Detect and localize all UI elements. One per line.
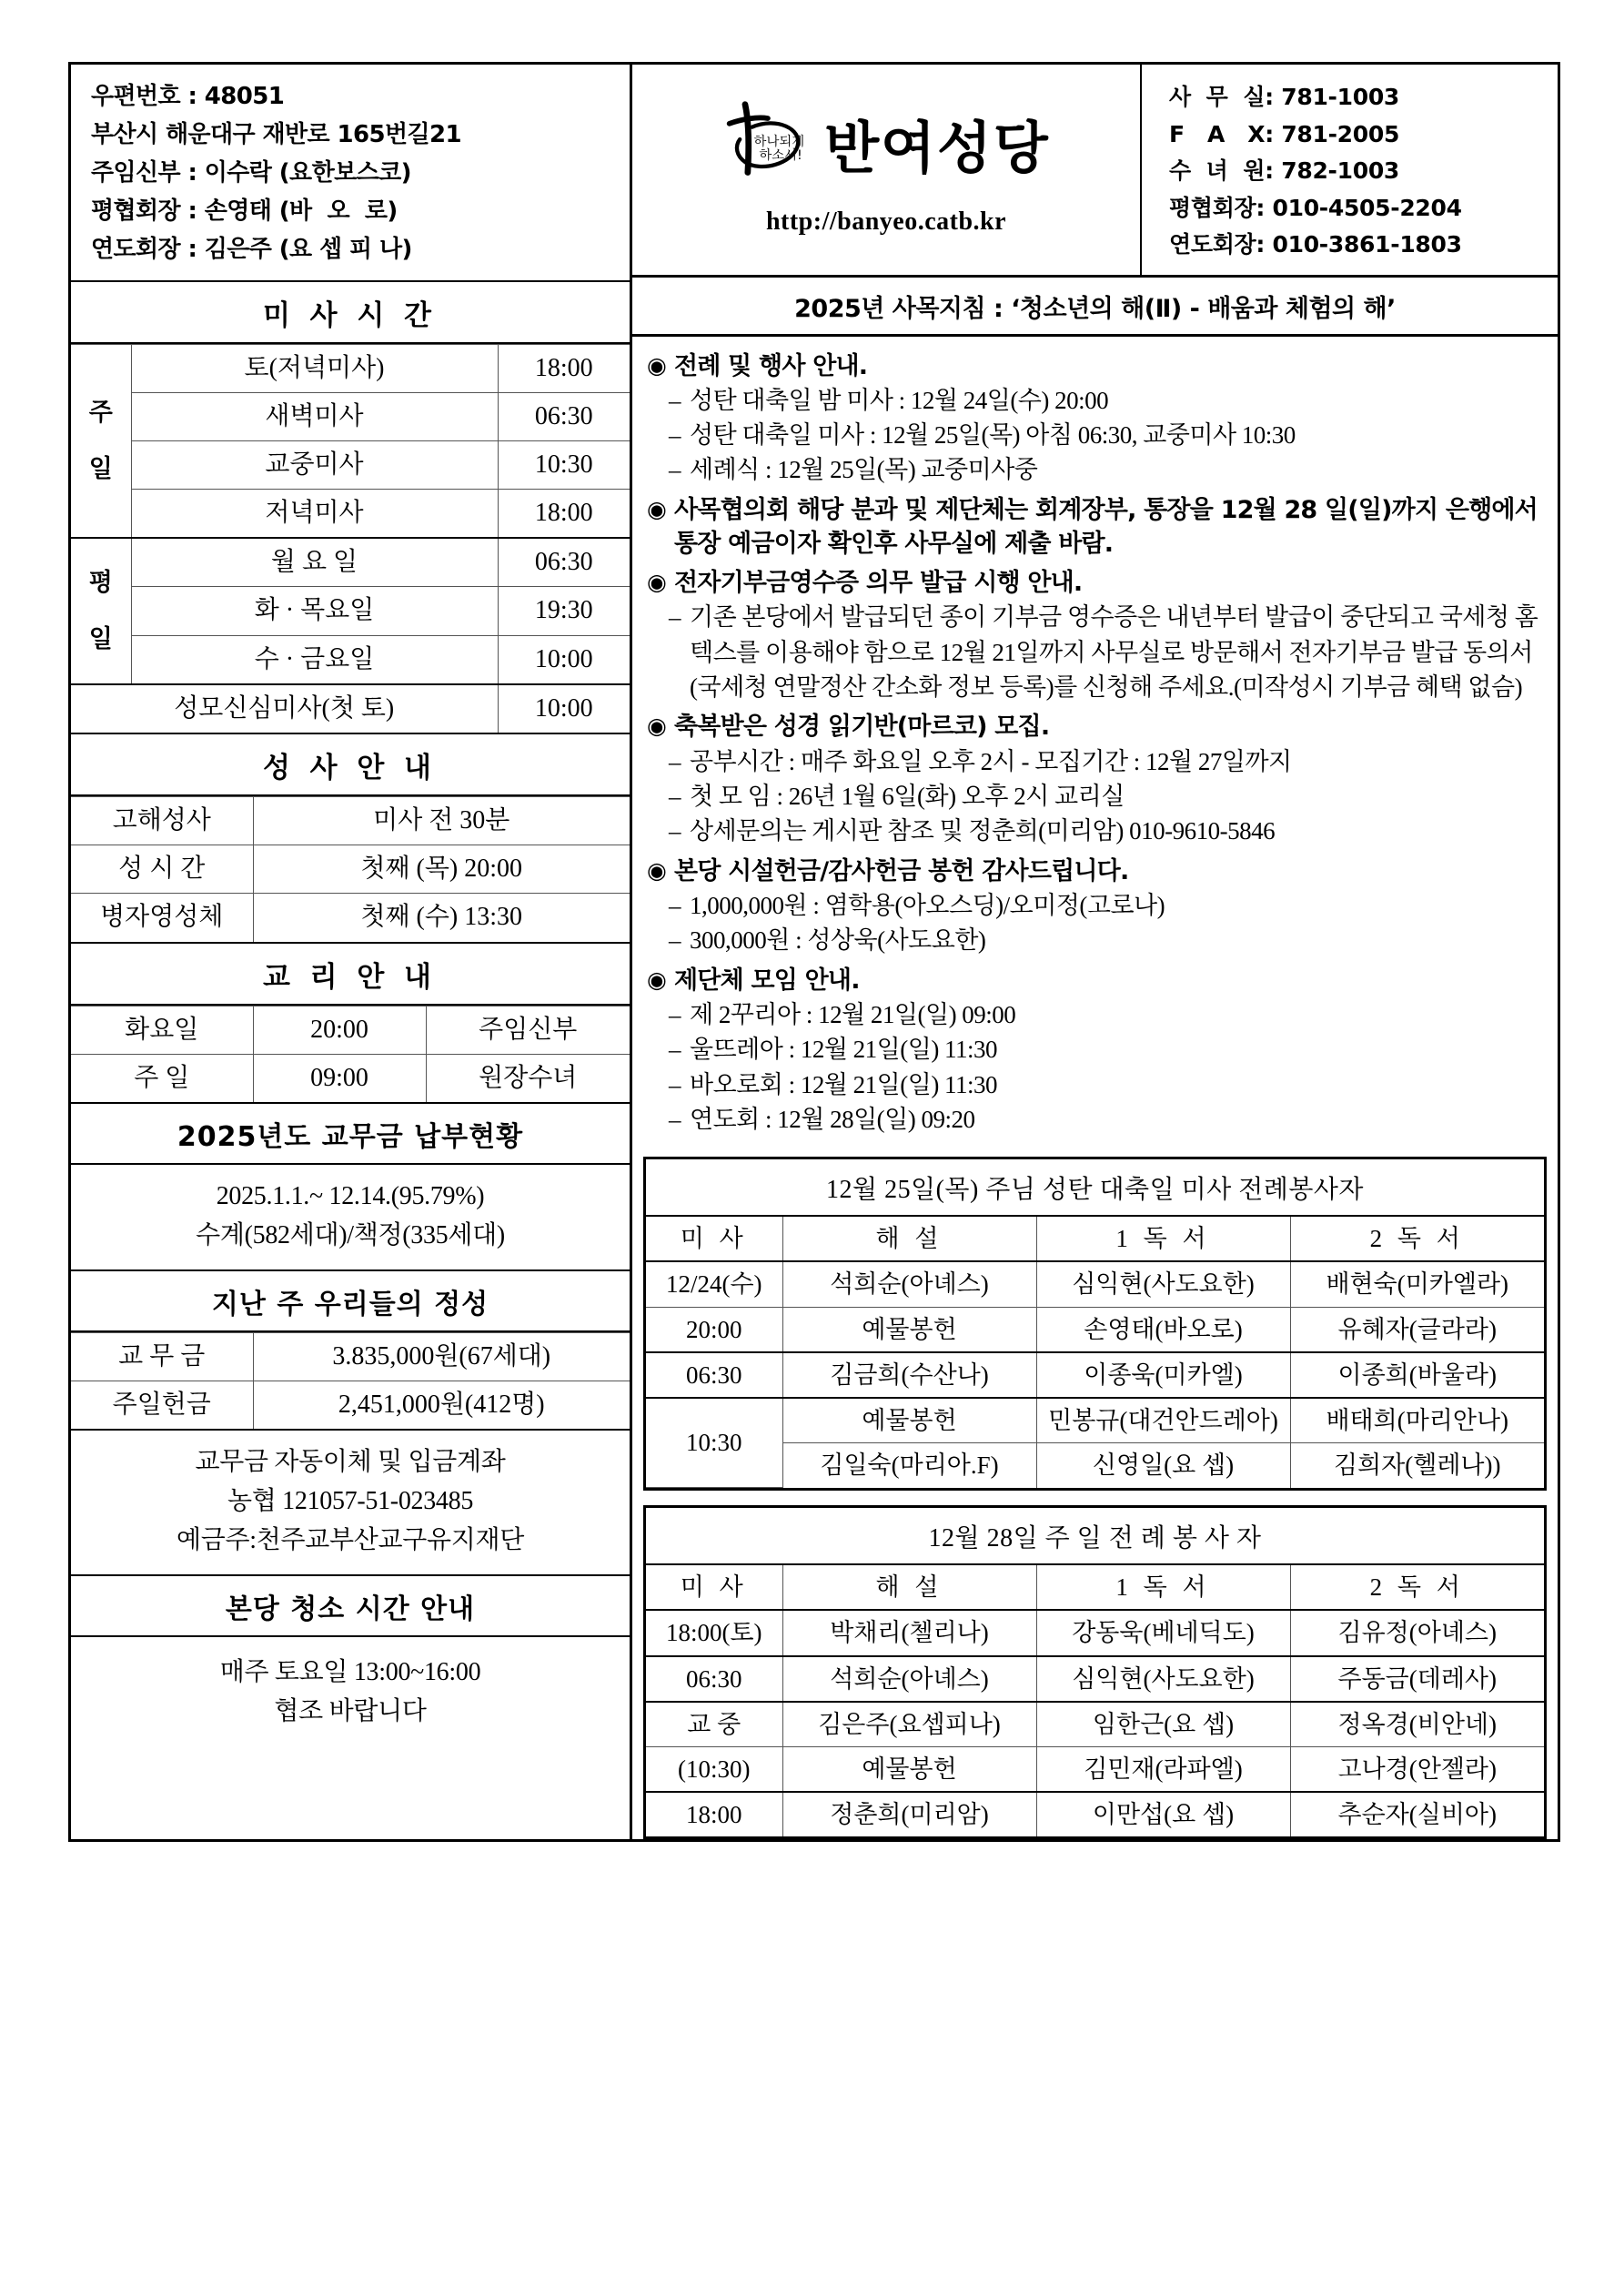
catechism-day: 주 일 bbox=[71, 1054, 253, 1103]
cleaning-request-line: 협조 바랍니다 bbox=[274, 1696, 427, 1725]
commentator-cell: 박채리(첼리나) bbox=[782, 1610, 1036, 1655]
commentator-cell: 예물봉헌 bbox=[782, 1307, 1036, 1352]
sacrament-table bbox=[71, 796, 630, 944]
table-row bbox=[71, 587, 630, 635]
bank-account-block bbox=[71, 1431, 630, 1576]
announcement-subitem-text: 공부시간 : 매주 화요일 오후 2시 - 모집기간 : 12월 27일까지 bbox=[690, 747, 1292, 775]
mass-name: 토(저녁미사) bbox=[131, 344, 498, 392]
account-label-line: 교무금 자동이체 및 입금계좌 bbox=[195, 1448, 506, 1477]
commentator-cell: 석희순(아녜스) bbox=[782, 1656, 1036, 1702]
offering-value: 2,451,000원(412명) bbox=[253, 1381, 630, 1431]
table-header-row bbox=[646, 1217, 1544, 1261]
announcement-subitem bbox=[647, 418, 1545, 452]
cleaning-time-line: 매주 토요일 13:00~16:00 bbox=[219, 1658, 481, 1687]
second-reading-cell: 추순자(실비아) bbox=[1290, 1792, 1544, 1836]
announcement-subitem bbox=[647, 1067, 1545, 1102]
mass-cell: 06:30 bbox=[646, 1352, 782, 1398]
announcement-heading bbox=[647, 566, 1545, 600]
mass-name: 화 · 목요일 bbox=[131, 587, 498, 635]
announcement-subitem bbox=[647, 1032, 1545, 1067]
mass-cell: 교 중 bbox=[646, 1702, 782, 1747]
address-line: 부산시 해운대구 재반로 165번길21 bbox=[91, 121, 462, 149]
first-reading-cell: 민봉규(대건안드레아) bbox=[1036, 1398, 1290, 1443]
office-phone-line: 사 무 실: 781-1003 bbox=[1169, 84, 1400, 110]
first-reading-cell: 심익현(사도요한) bbox=[1036, 1656, 1290, 1702]
sacrament-value: 첫째 (수) 13:30 bbox=[253, 894, 630, 943]
announcement-subitem bbox=[647, 814, 1545, 848]
sunday-group-label: 주 일 bbox=[71, 344, 131, 538]
table-row bbox=[71, 538, 630, 587]
announcement-subitem-text: 상세문의는 게시판 참조 및 정춘희(미리암) 010-9610-5846 bbox=[690, 817, 1276, 845]
commentator-cell: 김일숙(마리아.F) bbox=[782, 1443, 1036, 1488]
table-row bbox=[71, 797, 630, 845]
col-header-commentator: 해 설 bbox=[782, 1565, 1036, 1610]
first-reading-cell: 강동욱(베네딕도) bbox=[1036, 1610, 1290, 1655]
mass-cell: 10:30 bbox=[646, 1398, 782, 1487]
council-chair-line: 평협회장 : 손영태 (바 오 로) bbox=[91, 197, 398, 226]
second-reading-cell: 김유정(아녜스) bbox=[1290, 1610, 1544, 1655]
christmas-volunteers-title: 12월 25일(목) 주님 성탄 대축일 미사 전례봉사자 bbox=[646, 1159, 1544, 1217]
announcement-subitem bbox=[647, 779, 1545, 814]
table-row bbox=[71, 635, 630, 684]
second-reading-cell: 김희자(헬레나)) bbox=[1290, 1443, 1544, 1488]
convent-phone-line: 수 녀 원: 782-1003 bbox=[1169, 157, 1400, 184]
announcement-subitem bbox=[647, 1102, 1545, 1137]
bullet-icon: ◉ bbox=[647, 351, 667, 379]
church-name: 반여성당 bbox=[824, 114, 1050, 181]
right-column bbox=[632, 65, 1560, 1842]
bullet-icon: ◉ bbox=[647, 966, 667, 993]
table-row bbox=[71, 894, 630, 943]
second-reading-cell: 이종희(바울라) bbox=[1290, 1352, 1544, 1398]
dash-icon: – bbox=[669, 1070, 681, 1098]
mass-time: 19:30 bbox=[498, 587, 630, 635]
table-row bbox=[71, 1054, 630, 1103]
table-row bbox=[71, 1381, 630, 1431]
dash-icon: – bbox=[669, 1105, 681, 1133]
table-row bbox=[646, 1702, 1544, 1747]
bullet-icon: ◉ bbox=[647, 713, 667, 740]
announcement-subitem bbox=[647, 888, 1545, 923]
offering-name: 주일헌금 bbox=[71, 1381, 253, 1431]
second-reading-cell: 배태희(마리안나) bbox=[1290, 1398, 1544, 1443]
col-header-mass: 미 사 bbox=[646, 1217, 782, 1261]
dash-icon: – bbox=[669, 1036, 681, 1064]
col-header-first-reading: 1 독 서 bbox=[1036, 1565, 1290, 1610]
sacrament-name: 성 시 간 bbox=[71, 845, 253, 894]
announcement-item bbox=[647, 349, 1545, 488]
catechism-day: 화요일 bbox=[71, 1006, 253, 1054]
mass-cell: 06:30 bbox=[646, 1656, 782, 1702]
table-row bbox=[646, 1792, 1544, 1836]
left-column bbox=[68, 65, 632, 1842]
table-row bbox=[646, 1610, 1544, 1655]
dash-icon: – bbox=[669, 747, 681, 775]
bulletin-sheet bbox=[68, 62, 1560, 1842]
table-row bbox=[646, 1747, 1544, 1793]
col-header-second-reading: 2 독 서 bbox=[1290, 1217, 1544, 1261]
dash-icon: – bbox=[669, 603, 681, 632]
table-row bbox=[71, 1333, 630, 1381]
sunday-volunteers-title: 12월 28일 주 일 전 례 봉 사 자 bbox=[646, 1508, 1544, 1565]
dues-status-title: 2025년도 교무금 납부현황 bbox=[71, 1104, 630, 1165]
table-row bbox=[71, 440, 630, 489]
announcement-subitem bbox=[647, 452, 1545, 487]
fax-line: F A X: 781-2005 bbox=[1169, 120, 1400, 147]
mass-cell: 12/24(수) bbox=[646, 1261, 782, 1307]
sunday-volunteers-table-wrap bbox=[643, 1505, 1547, 1839]
commentator-cell: 예물봉헌 bbox=[782, 1747, 1036, 1793]
mass-cell: 18:00 bbox=[646, 1792, 782, 1836]
cleaning-body bbox=[71, 1637, 630, 1755]
mass-time: 10:30 bbox=[498, 440, 630, 489]
church-logo-block bbox=[632, 65, 1142, 275]
special-mass-name: 성모신심미사(첫 토) bbox=[71, 684, 498, 733]
sunday-volunteers-table bbox=[646, 1565, 1544, 1836]
dash-icon: – bbox=[669, 456, 681, 484]
mass-schedule-title: 미 사 시 간 bbox=[71, 282, 630, 344]
col-header-first-reading: 1 독 서 bbox=[1036, 1217, 1290, 1261]
table-row bbox=[71, 344, 630, 392]
first-reading-cell: 이종욱(미카엘) bbox=[1036, 1352, 1290, 1398]
commentator-cell: 석희순(아녜스) bbox=[782, 1261, 1036, 1307]
announcement-subitem bbox=[647, 923, 1545, 957]
dash-icon: – bbox=[669, 1000, 681, 1028]
svg-text:하소서!: 하소서! bbox=[759, 147, 803, 163]
catechism-teacher: 원장수녀 bbox=[426, 1054, 630, 1103]
first-reading-cell: 이만섭(요 셉) bbox=[1036, 1792, 1290, 1836]
announcement-subitem bbox=[647, 997, 1545, 1032]
weekday-group-label: 평 일 bbox=[71, 538, 131, 684]
commentator-cell: 김은주(요셉피나) bbox=[782, 1702, 1036, 1747]
table-row bbox=[646, 1307, 1544, 1352]
announcement-subitem-text: 울뜨레아 : 12월 21일(일) 11:30 bbox=[690, 1036, 998, 1064]
church-website-url: http://banyeo.catb.kr bbox=[765, 207, 1007, 236]
dash-icon: – bbox=[669, 817, 681, 845]
commentator-cell: 김금희(수산나) bbox=[782, 1352, 1036, 1398]
announcement-subitem-text: 1,000,000원 : 염학용(아오스딩)/오미정(고로나) bbox=[690, 891, 1165, 919]
table-row bbox=[71, 1006, 630, 1054]
table-row bbox=[646, 1261, 1544, 1307]
announcement-subitem-text: 성탄 대축일 밤 미사 : 12월 24일(수) 20:00 bbox=[690, 386, 1109, 414]
announcement-item bbox=[647, 964, 1545, 1138]
announcement-subitem-text: 성탄 대축일 미사 : 12월 25일(목) 아침 06:30, 교중미사 10:30 bbox=[690, 421, 1296, 450]
mass-time: 18:00 bbox=[498, 490, 630, 539]
commentator-cell: 예물봉헌 bbox=[782, 1398, 1036, 1443]
dash-icon: – bbox=[669, 421, 681, 450]
dues-status-body bbox=[71, 1165, 630, 1271]
first-reading-cell: 김민재(라파엘) bbox=[1036, 1747, 1290, 1793]
announcement-heading bbox=[647, 493, 1545, 561]
announcement-subitem-text: 첫 모 임 : 26년 1월 6일(화) 오후 2시 교리실 bbox=[690, 783, 1125, 811]
offering-table bbox=[71, 1332, 630, 1431]
mass-name: 월 요 일 bbox=[131, 538, 498, 587]
first-reading-cell: 신영일(요 셉) bbox=[1036, 1443, 1290, 1488]
account-holder-line: 예금주:천주교부산교구유지재단 bbox=[177, 1525, 524, 1554]
dues-household-line: 수계(582세대)/책정(335세대) bbox=[196, 1220, 505, 1249]
dues-period-line: 2025.1.1.~ 12.14.(95.79%) bbox=[216, 1181, 485, 1210]
sacrament-title: 성 사 안 내 bbox=[71, 734, 630, 796]
catechism-time: 20:00 bbox=[253, 1006, 426, 1054]
second-reading-cell: 유혜자(글라라) bbox=[1290, 1307, 1544, 1352]
cross-logo-icon bbox=[722, 97, 810, 189]
bullet-icon: ◉ bbox=[647, 495, 667, 522]
mass-schedule-table bbox=[71, 344, 630, 735]
pastor-line: 주임신부 : 이수락 (요한보스코) bbox=[91, 159, 411, 187]
second-reading-cell: 배현숙(미카엘라) bbox=[1290, 1261, 1544, 1307]
mass-name: 저녁미사 bbox=[131, 490, 498, 539]
mass-cell: (10:30) bbox=[646, 1747, 782, 1793]
christmas-volunteers-table-wrap bbox=[643, 1157, 1547, 1491]
svg-text:하나되게: 하나되게 bbox=[753, 134, 805, 149]
second-reading-cell: 주동금(데레사) bbox=[1290, 1656, 1544, 1702]
announcement-subitem bbox=[647, 600, 1545, 704]
table-header-row bbox=[646, 1565, 1544, 1610]
mass-cell: 18:00(토) bbox=[646, 1610, 782, 1655]
offering-title: 지난 주 우리들의 정성 bbox=[71, 1271, 630, 1332]
announcement-heading bbox=[647, 964, 1545, 997]
masthead bbox=[632, 65, 1558, 278]
catechism-title: 교 리 안 내 bbox=[71, 944, 630, 1006]
table-row bbox=[71, 684, 630, 733]
announcement-subitem-text: 제 2꾸리아 : 12월 21일(일) 09:00 bbox=[690, 1000, 1016, 1028]
dash-icon: – bbox=[669, 783, 681, 811]
first-reading-cell: 임한근(요 셉) bbox=[1036, 1702, 1290, 1747]
table-row bbox=[71, 845, 630, 894]
bullet-icon: ◉ bbox=[647, 569, 667, 596]
dash-icon: – bbox=[669, 891, 681, 919]
announcements-list bbox=[632, 337, 1558, 1148]
announcement-heading bbox=[647, 855, 1545, 888]
announcement-item bbox=[647, 855, 1545, 958]
yeondo-chair-phone-line: 연도회장: 010-3861-1803 bbox=[1169, 231, 1462, 258]
announcement-item bbox=[647, 493, 1545, 561]
announcement-item bbox=[647, 566, 1545, 704]
announcement-heading-text: 제단체 모임 안내. bbox=[674, 966, 860, 995]
announcement-heading-text: 사목협의회 해당 분과 및 제단체는 회계장부, 통장을 12월 28 일(일)까지 은행에서 통장 예금이자 확인후 사무실에 제출 바람. bbox=[674, 495, 1538, 558]
parish-contact-block bbox=[71, 65, 630, 282]
account-number-line: 농협 121057-51-023485 bbox=[227, 1487, 474, 1515]
col-header-commentator: 해 설 bbox=[782, 1217, 1036, 1261]
mass-time: 18:00 bbox=[498, 344, 630, 392]
offering-value: 3.835,000원(67세대) bbox=[253, 1333, 630, 1381]
sacrament-value: 미사 전 30분 bbox=[253, 797, 630, 845]
announcement-subitem-text: 기존 본당에서 발급되던 종이 기부금 영수증은 내년부터 발급이 중단되고 국세청 홈텍스를 이용해야 함으로 12월 21일까지 사무실로 방문해서 전자기부금 발급 동의서(국세청 연말정산 간소화 정보 등록)를 신청해 주세요.(미작성시 기부금 혜택 없슴) bbox=[690, 603, 1538, 702]
announcement-subitem-text: 연도회 : 12월 28일(일) 09:20 bbox=[690, 1105, 975, 1133]
announcement-heading-text: 본당 시설헌금/감사헌금 봉헌 감사드립니다. bbox=[674, 856, 1129, 885]
first-reading-cell: 손영태(바오로) bbox=[1036, 1307, 1290, 1352]
sacrament-name: 고해성사 bbox=[71, 797, 253, 845]
cleaning-title: 본당 청소 시간 안내 bbox=[71, 1576, 630, 1637]
special-mass-time: 10:00 bbox=[498, 684, 630, 733]
council-chair-phone-line: 평협회장: 010-4505-2204 bbox=[1169, 194, 1462, 221]
announcement-subitem bbox=[647, 744, 1545, 779]
mass-cell: 20:00 bbox=[646, 1307, 782, 1352]
catechism-time: 09:00 bbox=[253, 1054, 426, 1103]
table-row bbox=[71, 392, 630, 440]
mass-name: 수 · 금요일 bbox=[131, 635, 498, 684]
mass-time: 06:30 bbox=[498, 538, 630, 587]
dash-icon: – bbox=[669, 926, 681, 955]
announcement-heading-text: 축복받은 성경 읽기반(마르코) 모집. bbox=[674, 713, 1050, 742]
col-header-second-reading: 2 독 서 bbox=[1290, 1565, 1544, 1610]
announcement-subitem-text: 바오로회 : 12월 21일(일) 11:30 bbox=[690, 1070, 998, 1098]
table-row bbox=[71, 490, 630, 539]
col-header-mass: 미 사 bbox=[646, 1565, 782, 1610]
announcement-item bbox=[647, 710, 1545, 848]
announcement-subitem-text: 세례식 : 12월 25일(목) 교중미사중 bbox=[690, 456, 1038, 484]
bullet-icon: ◉ bbox=[647, 856, 667, 884]
announcement-heading bbox=[647, 349, 1545, 383]
catechism-teacher: 주임신부 bbox=[426, 1006, 630, 1054]
mass-name: 교중미사 bbox=[131, 440, 498, 489]
second-reading-cell: 고나경(안젤라) bbox=[1290, 1747, 1544, 1793]
sacrament-name: 병자영성체 bbox=[71, 894, 253, 943]
announcement-heading bbox=[647, 710, 1545, 743]
second-reading-cell: 정옥경(비안네) bbox=[1290, 1702, 1544, 1747]
christmas-volunteers-table bbox=[646, 1217, 1544, 1488]
mass-name: 새벽미사 bbox=[131, 392, 498, 440]
mass-time: 10:00 bbox=[498, 635, 630, 684]
announcement-heading-text: 전자기부금영수증 의무 발급 시행 안내. bbox=[674, 569, 1083, 598]
commentator-cell: 정춘희(미리암) bbox=[782, 1792, 1036, 1836]
first-reading-cell: 심익현(사도요한) bbox=[1036, 1261, 1290, 1307]
dash-icon: – bbox=[669, 386, 681, 414]
sacrament-value: 첫째 (목) 20:00 bbox=[253, 845, 630, 894]
yeondo-chair-line: 연도회장 : 김은주 (요 셉 피 나) bbox=[91, 236, 412, 264]
pastoral-guideline: 2025년 사목지침 : ‘청소년의 해(Ⅱ) - 배움과 체험의 해’ bbox=[632, 278, 1558, 337]
announcement-subitem-text: 300,000원 : 성상욱(사도요한) bbox=[690, 926, 986, 955]
announcement-subitem bbox=[647, 383, 1545, 418]
table-row bbox=[646, 1352, 1544, 1398]
table-row bbox=[646, 1398, 1544, 1443]
mass-time: 06:30 bbox=[498, 392, 630, 440]
contact-numbers-block bbox=[1142, 65, 1558, 275]
announcement-heading-text: 전례 및 행사 안내. bbox=[674, 351, 868, 380]
postal-code-line: 우편번호 : 48051 bbox=[91, 83, 285, 110]
offering-name: 교 무 금 bbox=[71, 1333, 253, 1381]
catechism-table bbox=[71, 1006, 630, 1104]
table-row bbox=[646, 1656, 1544, 1702]
